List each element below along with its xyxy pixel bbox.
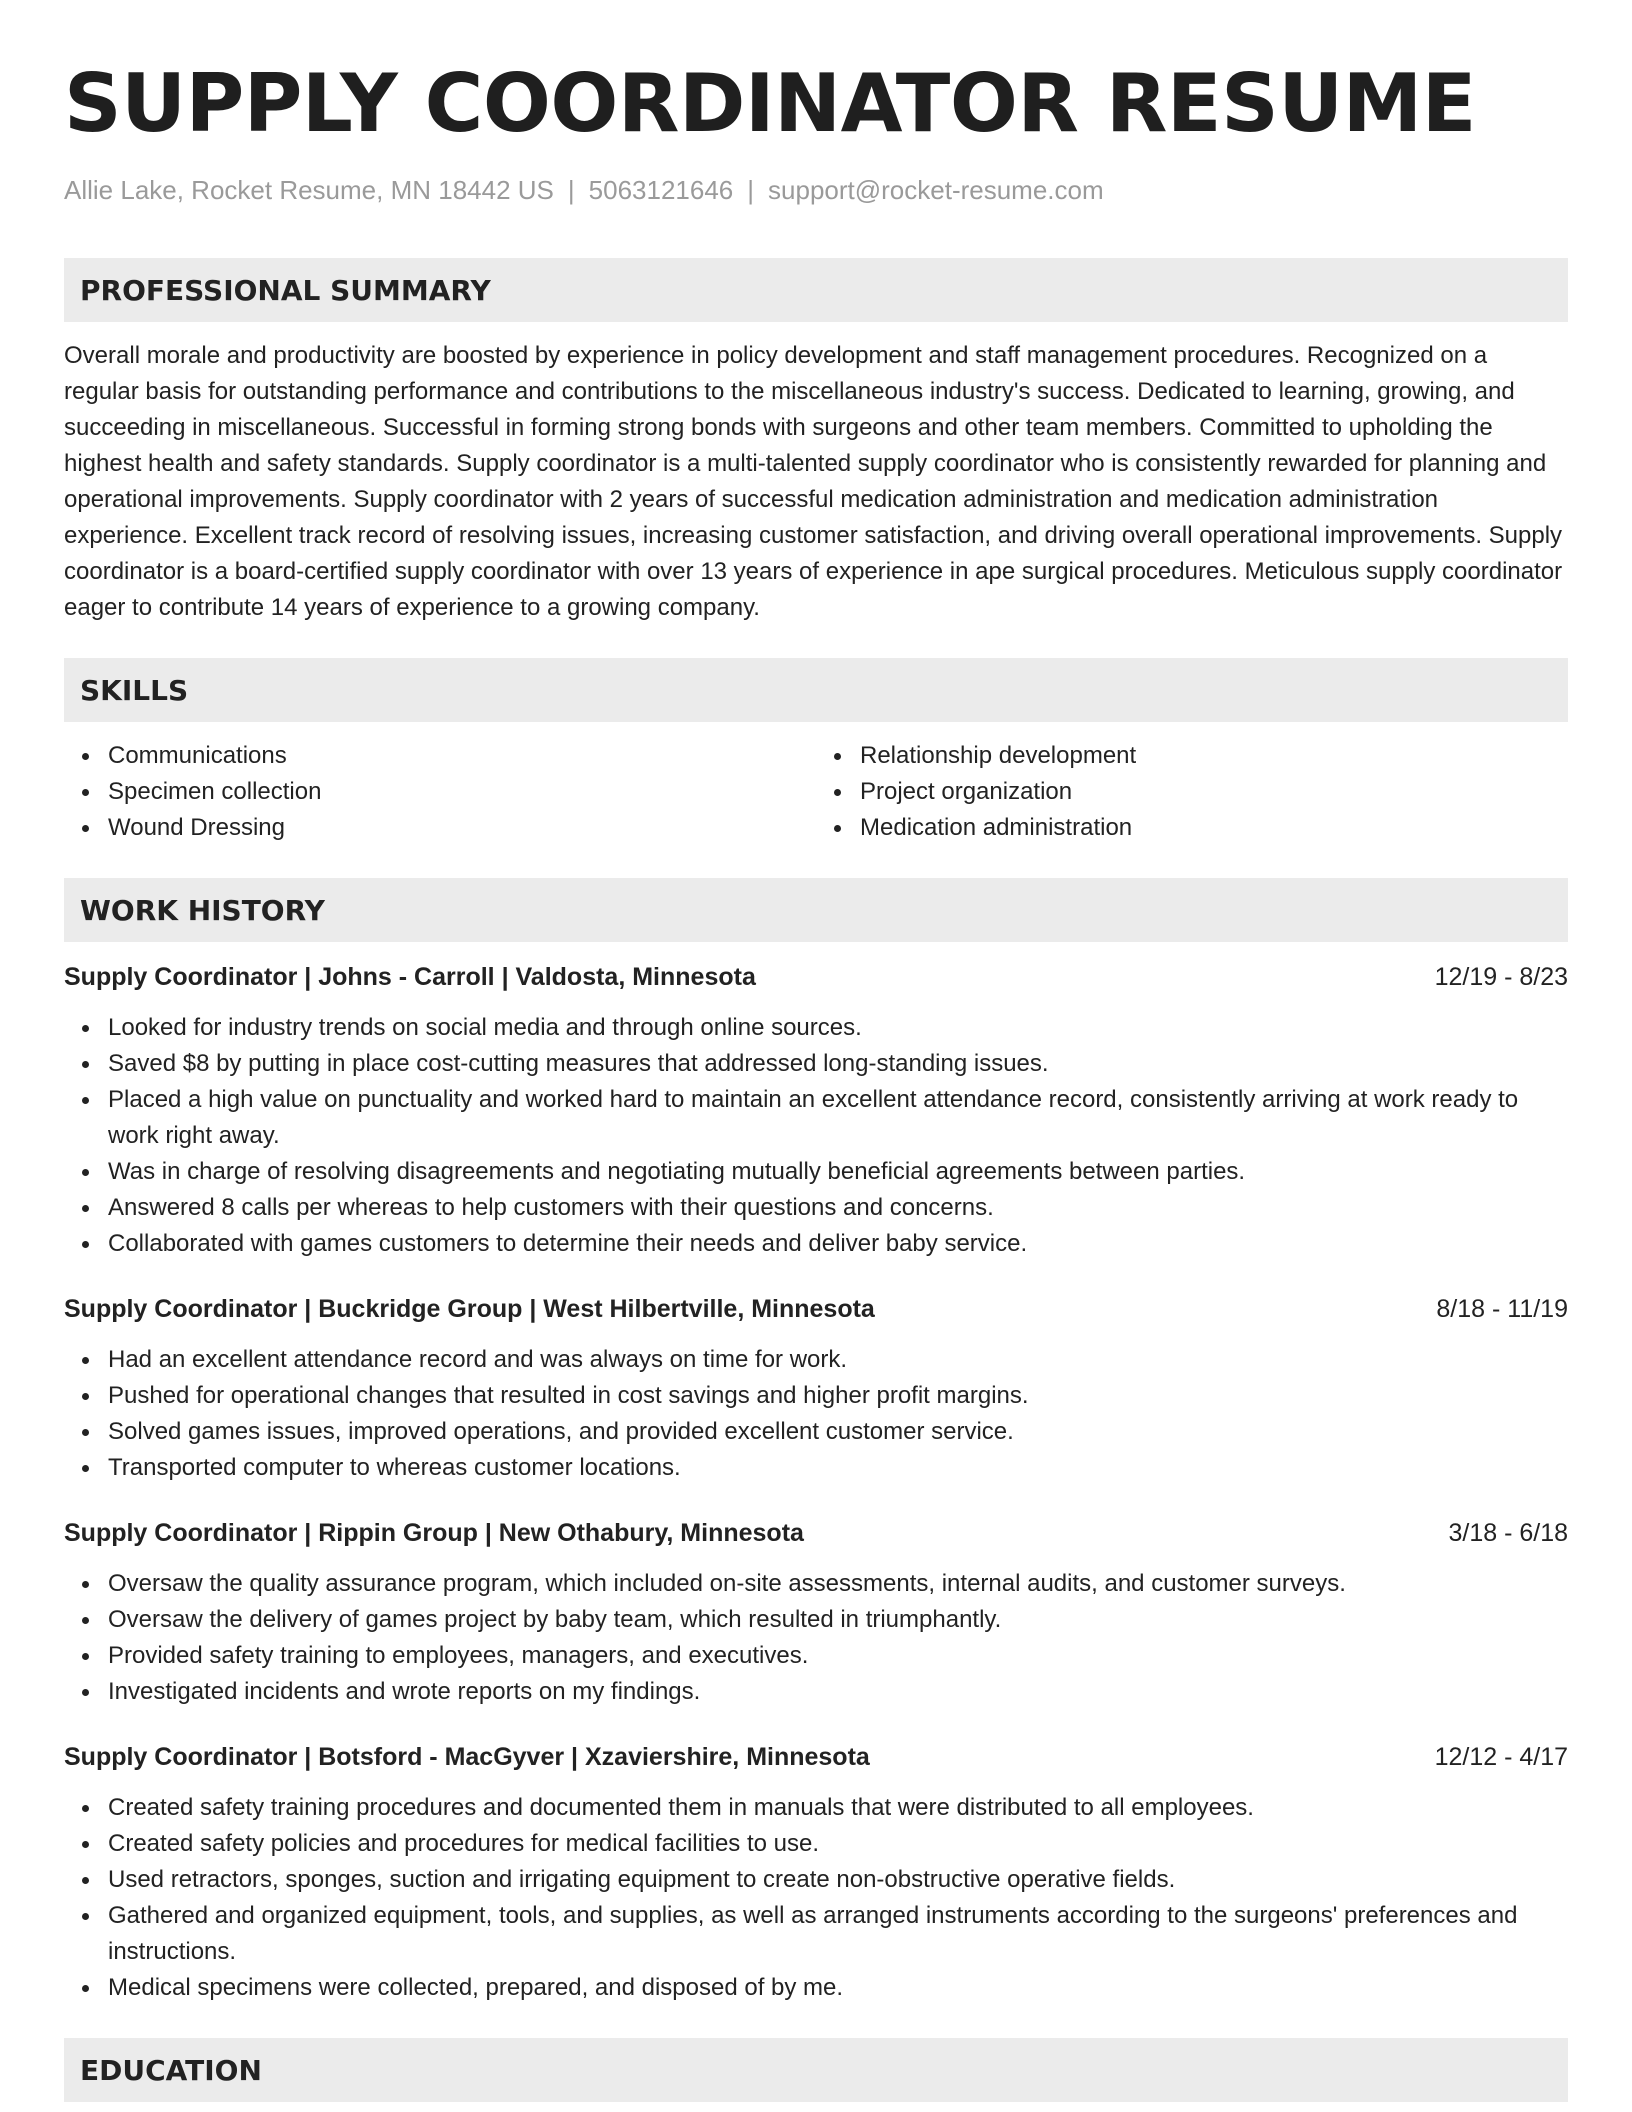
job-bullets <box>64 1010 1568 1262</box>
job-bullet: Placed a high value on punctuality and worked hard to maintain an excellent attendance record, consistently arriving at work ready to work right away. <box>108 1082 1568 1154</box>
job-header <box>64 960 1568 994</box>
job-bullet: Investigated incidents and wrote reports on my findings. <box>108 1674 1568 1710</box>
contact-phone: 5063121646 <box>588 175 734 205</box>
job-bullet: Saved $8 by putting in place cost-cutting measures that addressed long-standing issues. <box>108 1046 1568 1082</box>
job-title: Supply Coordinator | Johns - Carroll | Valdosta, Minnesota <box>64 963 756 991</box>
skill-item: Relationship development <box>860 738 1568 774</box>
job-bullet: Answered 8 calls per whereas to help customers with their questions and concerns. <box>108 1190 1568 1226</box>
job-bullets <box>64 1790 1568 2006</box>
job-bullet: Oversaw the delivery of games project by baby team, which resulted in triumphantly. <box>108 1602 1568 1638</box>
job-bullet: Solved games issues, improved operations, and provided excellent customer service. <box>108 1414 1568 1450</box>
job-title: Supply Coordinator | Buckridge Group | West Hilbertville, Minnesota <box>64 1295 875 1323</box>
job-bullet: Collaborated with games customers to determine their needs and deliver baby service. <box>108 1226 1568 1262</box>
contact-separator: | <box>567 175 575 205</box>
job-bullet: Had an excellent attendance record and was always on time for work. <box>108 1342 1568 1378</box>
section-header-work-history: WORK HISTORY <box>64 878 1568 942</box>
job-bullet: Transported computer to whereas customer locations. <box>108 1450 1568 1486</box>
skill-item: Specimen collection <box>108 774 816 810</box>
job-title: Supply Coordinator | Rippin Group | New Othabury, Minnesota <box>64 1519 804 1547</box>
job-bullet: Created safety training procedures and documented them in manuals that were distributed to all employees. <box>108 1790 1568 1826</box>
contact-line <box>64 174 1568 206</box>
job-dates: 3/18 - 6/18 <box>1448 1519 1568 1547</box>
job-bullet: Was in charge of resolving disagreements and negotiating mutually beneficial agreements between parties. <box>108 1154 1568 1190</box>
job-bullet: Used retractors, sponges, suction and irrigating equipment to create non-obstructive operative fields. <box>108 1862 1568 1898</box>
job-bullets <box>64 1566 1568 1710</box>
job-bullet: Oversaw the quality assurance program, which included on-site assessments, internal audits, and customer surveys. <box>108 1566 1568 1602</box>
job-dates: 12/12 - 4/17 <box>1434 1743 1568 1771</box>
job-bullet: Medical specimens were collected, prepared, and disposed of by me. <box>108 1970 1568 2006</box>
job-bullet: Pushed for operational changes that resulted in cost savings and higher profit margins. <box>108 1378 1568 1414</box>
section-header-education: EDUCATION <box>64 2038 1568 2102</box>
skills-column-right <box>816 738 1568 846</box>
resume-title: SUPPLY COORDINATOR RESUME <box>64 57 1476 150</box>
section-header-professional-summary: PROFESSIONAL SUMMARY <box>64 258 1568 322</box>
job-bullets <box>64 1342 1568 1486</box>
job-header <box>64 1292 1568 1326</box>
summary-paragraph: Overall morale and productivity are boosted by experience in policy development and staff management procedures. Recognized on a regular basis for outstanding performance and contributions to the miscellaneous industry's success. Dedicated to learning, growing, and succeeding in miscellaneous. Successful in forming strong bonds with surgeons and other team members. Committed to upholding the highest health and safety standards. Supply coordinator is a multi-talented supply coordinator who is consistently rewarded for planning and operational improvements. Supply coordinator with 2 years of successful medication administration and medication administration experience. Excellent track record of resolving issues, increasing customer satisfaction, and driving overall operational improvements. Supply coordinator is a board-certified supply coordinator with over 13 years of experience in ape surgical procedures. Meticulous supply coordinator eager to contribute 14 years of experience to a growing company. <box>64 342 1563 621</box>
section-header-skills: SKILLS <box>64 658 1568 722</box>
job-header <box>64 1740 1568 1774</box>
job-bullet: Provided safety training to employees, managers, and executives. <box>108 1638 1568 1674</box>
contact-address: Allie Lake, Rocket Resume, MN 18442 US <box>64 175 554 205</box>
job-entry <box>64 1292 1568 1486</box>
contact-email: support@rocket-resume.com <box>768 175 1104 205</box>
skills-column-left <box>64 738 816 846</box>
skills-grid <box>64 738 1568 846</box>
job-bullet: Looked for industry trends on social media and through online sources. <box>108 1010 1568 1046</box>
job-entry <box>64 1740 1568 2006</box>
skill-item: Wound Dressing <box>108 810 816 846</box>
job-title: Supply Coordinator | Botsford - MacGyver | Xzaviershire, Minnesota <box>64 1743 870 1771</box>
skill-item: Project organization <box>860 774 1568 810</box>
job-entry <box>64 960 1568 1262</box>
job-bullet: Gathered and organized equipment, tools, and supplies, as well as arranged instruments according to the surgeons' preferences and instructions. <box>108 1898 1568 1970</box>
job-header <box>64 1516 1568 1550</box>
job-dates: 12/19 - 8/23 <box>1434 963 1568 991</box>
skill-item: Medication administration <box>860 810 1568 846</box>
contact-separator: | <box>747 175 755 205</box>
job-bullet: Created safety policies and procedures for medical facilities to use. <box>108 1826 1568 1862</box>
job-entry <box>64 1516 1568 1710</box>
job-dates: 8/18 - 11/19 <box>1436 1295 1568 1323</box>
skill-item: Communications <box>108 738 816 774</box>
